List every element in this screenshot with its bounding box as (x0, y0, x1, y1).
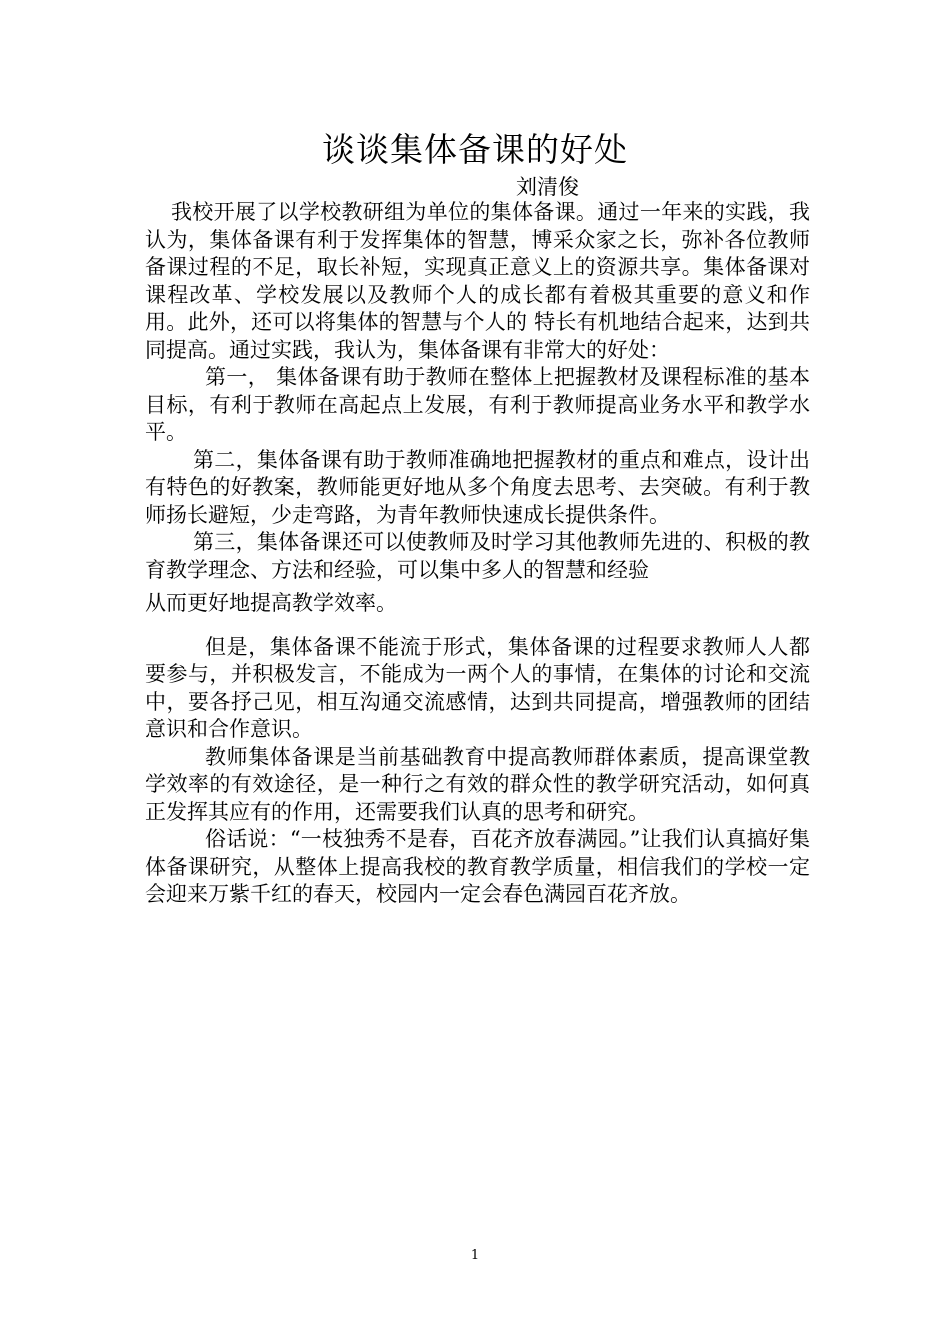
paragraph-intro: 我校开展了以学校教研组为单位的集体备课。通过一年来的实践，我认为，集体备课有利于发挥集体的智慧，博采众家之长，弥补各位教师备课过程的不足，取长补短，实现真正意义上的资源共享。集体备课对课程改革、学校发展以及教师个人的成长都有着极其重要的意义和作用。此外，还可以将集体的智慧与个人的 特长有机地结合起来，达到共同提高。通过实践，我认为，集体备课有非常大的好处： (145, 200, 810, 362)
document-title: 谈谈集体备课的好处 (322, 130, 628, 169)
paragraph-proverb: 俗话说：“一枝独秀不是春，百花齐放春满园。”让我们认真搞好集体备课研究，从整体上提高我校的教育教学质量，相信我们的学校一定会迎来万紫千红的春天，校园内一定会春色满园百花齐放。 (145, 827, 810, 906)
paragraph-third-point-continued: 从而更好地提高教学效率。 (145, 591, 397, 615)
page-number: 1 (470, 1248, 480, 1263)
paragraph-second-point: 第二，集体备课有助于教师准确地把握教材的重点和难点，设计出有特色的好教案，教师能更好地从多个角度去思考、去突破。有利于教师扬长避短，少走弯路，为青年教师快速成长提供条件。 (145, 447, 810, 527)
paragraph-however: 但是，集体备课不能流于形式，集体备课的过程要求教师人人都要参与，并积极发言，不能成为一两个人的事情，在集体的讨论和交流中，要各抒己见，相互沟通交流感情，达到共同提高，增强教师的团结意识和合作意识。 (145, 634, 810, 741)
paragraph-third-point: 第三，集体备课还可以使教师及时学习其他教师先进的、积极的教育教学理念、方法和经验，可以集中多人的智慧和经验 (145, 530, 810, 582)
paragraph-teacher-collective: 教师集体备课是当前基础教育中提高教师群体素质，提高课堂教学效率的有效途径，是一种行之有效的群众性的教学研究活动，如何真正发挥其应有的作用，还需要我们认真的思考和研究。 (145, 744, 810, 824)
author-name: 刘清俊 (516, 175, 579, 199)
document-body (145, 199, 810, 909)
paragraph-first-point: 第一， 集体备课有助于教师在整体上把握教材及课程标准的基本目标，有利于教师在高起点上发展，有利于教师提高业务水平和教学水平。 (145, 365, 810, 444)
